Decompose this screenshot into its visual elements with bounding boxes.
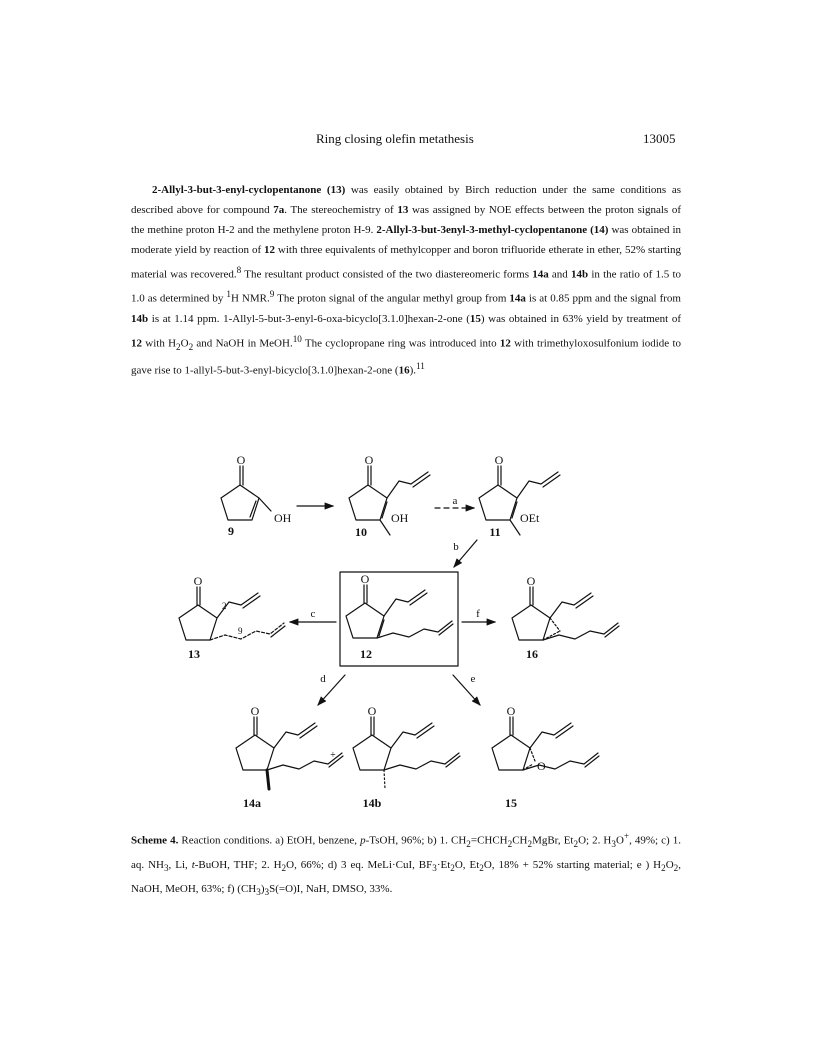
compound-ref: 12 xyxy=(499,337,511,350)
compound-ref: 12 xyxy=(264,243,276,256)
caption-label: Scheme 4. xyxy=(131,834,179,847)
epoxide-o-label: O xyxy=(537,759,546,773)
text-run: O xyxy=(615,834,624,847)
oh-label: OH xyxy=(274,511,292,525)
subscript: 2 xyxy=(450,863,455,874)
compound-9-label: 9 xyxy=(228,524,234,538)
oet-label: OEt xyxy=(520,511,540,525)
text-run: ) xyxy=(260,883,265,896)
text-run: ·Et xyxy=(436,858,451,871)
carbonyl-o-label: O xyxy=(367,704,377,718)
footnote-ref: 10 xyxy=(292,333,302,344)
text-run: , 49%; c) 1. aq. NH xyxy=(131,834,682,871)
compound-name: 2-Allyl-3-but-3enyl-3-methyl-cyclopentanone (14) xyxy=(376,223,609,236)
locant-2: 2 xyxy=(222,601,227,611)
compound-name: 2-Allyl-3-but-3-enyl-cyclopentanone (13) xyxy=(152,184,346,196)
carbonyl-o-label: O xyxy=(236,453,246,467)
reaction-scheme xyxy=(150,425,660,815)
structure-9 xyxy=(221,466,271,520)
structure-14b xyxy=(353,717,460,789)
subscript: 2 xyxy=(661,863,666,874)
text-run: was obtained in moderate yield by reaction of xyxy=(131,223,681,256)
compound-16-label: 16 xyxy=(526,647,538,661)
subscript: 2 xyxy=(466,838,471,849)
subscript: 3 xyxy=(611,838,616,849)
compound-ref: 14a xyxy=(532,268,549,281)
text-run: O; 2. H xyxy=(578,834,612,847)
compound-12-box xyxy=(340,572,458,666)
running-header-title: Ring closing olefin metathesis xyxy=(316,131,474,146)
text-run: with H xyxy=(142,337,177,350)
compound-11-label: 11 xyxy=(489,525,501,539)
arrow-label-e: e xyxy=(470,673,476,685)
footnote-ref: 8 xyxy=(236,264,242,275)
compound-ref: 7a xyxy=(273,203,285,216)
locant-9: 9 xyxy=(238,626,243,636)
text-run: =CHCH xyxy=(470,834,508,847)
compound-ref: 16 xyxy=(398,365,410,378)
text-run: H NMR. xyxy=(230,292,270,305)
subscript: 3 xyxy=(163,863,169,874)
text-run: O xyxy=(180,337,189,350)
text-run: and xyxy=(548,268,571,281)
text-run: , Li, xyxy=(168,858,192,871)
arrow-e xyxy=(453,675,480,705)
text-run: The cyclopropane ring was introduced into xyxy=(301,337,500,350)
text-run: O, Et xyxy=(454,858,480,871)
text-run: ). xyxy=(409,365,416,378)
text-run: O, 18% + 52% starting material; e ) H xyxy=(483,858,662,871)
superscript: + xyxy=(623,831,630,841)
arrow-label-c: c xyxy=(310,608,316,620)
structure-13 xyxy=(179,587,285,640)
compound-ref: 14a xyxy=(509,292,526,305)
text-run: The resultant product consisted of the two diastereomeric forms xyxy=(241,268,533,281)
subscript: 2 xyxy=(479,863,484,874)
arrow-label-f: f xyxy=(476,608,480,620)
text-run: -BuOH, THF; 2. H xyxy=(194,858,282,871)
subscript: 2 xyxy=(527,838,533,849)
text-run: MgBr, Et xyxy=(532,834,574,847)
subscript: 3 xyxy=(264,887,270,898)
text-run: S(=O)I, NaH, DMSO, 33%. xyxy=(269,883,393,896)
subscript: 3 xyxy=(432,863,437,874)
text-run: . The stereochemistry of xyxy=(284,203,398,216)
text-run: ) was obtained in 63% yield by treatment of xyxy=(480,312,682,325)
structure-12 xyxy=(346,585,453,638)
text-run: , NaOH, MeOH, 63%; f) (CH xyxy=(131,858,681,896)
text-run: in the ratio of 1.5 to 1.0 as determined by xyxy=(131,268,682,305)
oh-label: OH xyxy=(391,511,409,525)
footnote-ref: 11 xyxy=(416,361,425,372)
text-run: with three equivalents of methylcopper and boron trifluoride etherate in ether, 52% starting material was recovered. xyxy=(131,243,681,281)
text-run: is at 1.14 ppm. 1-Allyl-5-but-3-enyl-6-oxa-bicyclo[3.1.0]hexan-2-one ( xyxy=(148,312,470,325)
italic-run: t xyxy=(191,858,195,871)
text-run: O xyxy=(665,858,674,871)
compound-ref: 13 xyxy=(397,203,409,216)
compound-12-label: 12 xyxy=(360,647,372,661)
compound-10-label: 10 xyxy=(355,525,367,539)
plus-sign: + xyxy=(330,750,336,761)
arrow-label-d: d xyxy=(320,673,326,685)
carbonyl-o-label: O xyxy=(360,572,370,586)
subscript: 2 xyxy=(673,863,679,874)
compound-13-label: 13 xyxy=(188,647,200,661)
structure-14a xyxy=(236,717,343,789)
compound-ref: 12 xyxy=(131,337,142,350)
subscript: 3 xyxy=(256,887,261,898)
compound-14a-label: 14a xyxy=(243,796,261,810)
body-paragraph xyxy=(131,181,681,382)
compound-ref: 15 xyxy=(469,312,481,325)
text-run: and NaOH in MeOH. xyxy=(193,337,293,350)
text-run: was easily obtained by Birch reduction under the same conditions as described above for compound xyxy=(131,184,681,216)
text-run: -TsOH, 96%; b) 1. CH xyxy=(365,834,467,847)
carbonyl-o-label: O xyxy=(526,574,536,588)
carbonyl-o-label: O xyxy=(364,453,374,467)
compound-15-label: 15 xyxy=(505,796,517,810)
arrow-label-a: a xyxy=(452,495,458,507)
text-run: O, 66%; d) 3 eq. MeLi·CuI, BF xyxy=(286,858,433,871)
compound-ref: 14b xyxy=(131,312,149,325)
subscript: 2 xyxy=(176,341,181,352)
text-run: Reaction conditions. a) EtOH, benzene, xyxy=(178,834,361,847)
subscript: 2 xyxy=(507,838,513,849)
carbonyl-o-label: O xyxy=(494,453,504,467)
page-number: 13005 xyxy=(643,131,676,146)
text-run: The proton signal of the angular methyl group from xyxy=(274,292,510,305)
subscript: 2 xyxy=(573,838,579,849)
arrow-label-b: b xyxy=(453,541,459,553)
italic-run: p xyxy=(360,834,366,847)
compound-14b-label: 14b xyxy=(362,796,382,810)
superscript: 1 xyxy=(226,289,231,300)
text-run: is at 0.85 ppm and the signal from xyxy=(525,292,681,305)
scheme-drawing xyxy=(150,425,660,815)
carbonyl-o-label: O xyxy=(506,704,516,718)
scheme-caption xyxy=(131,826,681,903)
text-run: was assigned by NOE effects between the proton signals of the methine proton H-2 and the methylene proton H-9. xyxy=(131,203,681,236)
carbonyl-o-label: O xyxy=(250,704,260,718)
compound-ref: 14b xyxy=(571,268,589,281)
structure-16 xyxy=(512,587,619,640)
subscript: 2 xyxy=(281,863,287,874)
subscript: 2 xyxy=(188,341,194,352)
carbonyl-o-label: O xyxy=(193,574,203,588)
text-run: CH xyxy=(512,834,528,847)
text-run: with trimethyloxosulfonium iodide to gave rise to 1-allyl-5-but-3-enyl-bicyclo[3.1.0]hexan-2-one ( xyxy=(131,337,682,378)
footnote-ref: 9 xyxy=(269,289,275,300)
